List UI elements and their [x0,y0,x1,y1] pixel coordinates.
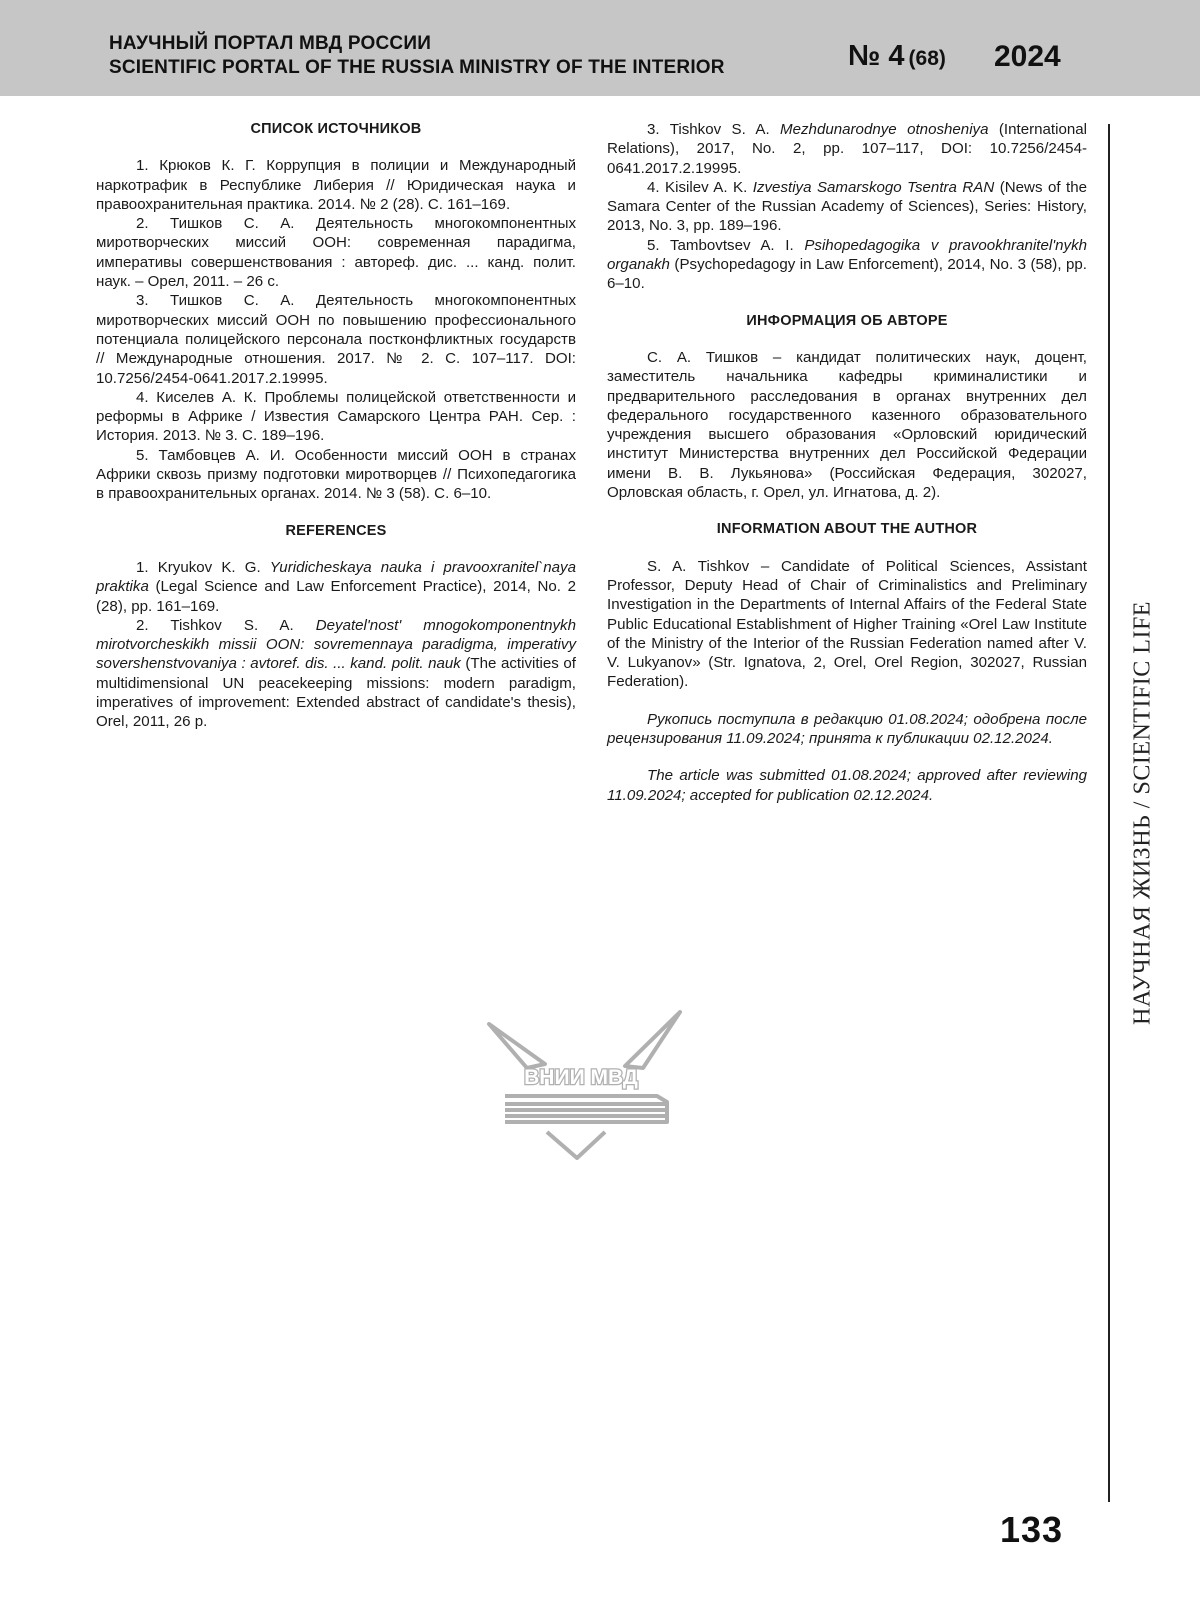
source-item: 3. Тишков С. А. Деятельность многокомпонентных миротворческих миссий ООН по повышению профессионального потенциала полицейского персонала постконфликтных государств // Международные отношения. 2017. № 2. С. 107–117. DOI: 10.7256/2454-0641.2017.2.19995. [96,292,576,387]
references-heading: REFERENCES [285,522,387,539]
reference-item: 2. Tishkov S. A. Deyatel'nost' mnogokomponentnykh mirotvorcheskikh missii OON: sovremennaya paradigma, imperativy sovershenstvovaniya : avtoref. dis. ... kand. polit. nauk (The activities of multidimensional UN peacekeeping missions: modern paradigm, imperatives of improvement: Extended abstract of candidate's thesis), Orel, 2011, 26 p. [96,616,576,731]
left-column [96,120,576,732]
svg-text:ВНИИ МВД: ВНИИ МВД [524,1066,638,1089]
reference-item: 3. Tishkov S. A. Mezhdunarodnye otnosheniya (International Relations), 2017, No. 2, pp. 107–117, DOI: 10.7256/2454-0641.2017.2.19995. [607,121,1088,177]
issue-year: 2024 [994,40,1061,73]
reference-item: 5. Tambovtsev A. I. Psihopedagogika v pravookhranitel'nykh organakh (Psychopedagogy in Law Enforcement), 2014, No. 3 (58), pp. 6–10. [607,236,1088,293]
issue-number: № 4 [848,40,905,72]
source-item: 2. Тишков С. А. Деятельность многокомпонентных миротворческих миссий ООН: современная парадигма, императивы совершенствования : автореф. дис. ... канд. полит. наук. – Орел, 2011. – 26 с. [96,215,576,291]
page-number: 133 [1000,1509,1064,1550]
author-info-heading-ru: ИНФОРМАЦИЯ ОБ АВТОРЕ [746,312,948,329]
journal-header [0,0,1200,96]
submission-dates-en: The article was submitted 01.08.2024; approved after reviewing 11.09.2024; accepted for publication 02.12.2024. [607,767,1087,804]
author-info-ru: С. А. Тишков – кандидат политических наук, доцент, заместитель начальника кафедры криминалистики и предварительного расследования в органах внутренних дел федерального государственного казенного образовательного учреждения высшего образования «Орловский юридический институт Министерства внутренних дел Российской Федерации имени В. В. Лукьянова» (Российская Федерация, 302027, Орловская область, г. Орел, ул. Игнатова, д. 2). [607,348,1087,502]
journal-title-en: SCIENTIFIC PORTAL OF THE RUSSIA MINISTRY OF THE INTERIOR [109,57,725,78]
right-column [607,120,1087,805]
issue-label [848,40,946,73]
source-item: 1. Крюков К. Г. Коррупция в полиции и Международный наркотрафик в Республике Либерия // Юридическая наука и правоохранительная практика. 2014. № 2 (28). С. 161–169. [96,157,576,213]
section-divider-line [1108,124,1110,1502]
submission-dates-ru: Рукопись поступила в редакцию 01.08.2024; одобрена после рецензирования 11.09.2024; принята к публикации 02.12.2024. [607,710,1087,748]
author-info-heading-en: INFORMATION ABOUT THE AUTHOR [716,521,978,538]
section-side-label: НАУЧНАЯ ЖИЗНЬ / SCIENTIFIC LIFE [1129,600,1156,1025]
reference-item: 1. Kryukov K. G. Yuridicheskaya nauka i pravooxranitel`naya praktika (Legal Science and Law Enforcement Practice), 2014, No. 2 (28), pp. 161–169. [96,558,576,615]
reference-item: 4. Kisilev A. K. Izvestiya Samarskogo Tsentra RAN (News of the Samara Center of the Russian Academy of Sciences), Series: History, 2013, No. 3, pp. 189–196. [607,178,1088,235]
source-item: 4. Киселев А. К. Проблемы полицейской ответственности и реформы в Африке / Известия Самарского Центра РАН. Сер. : История. 2013. № 3. С. 189–196. [96,388,576,445]
journal-title-ru: НАУЧНЫЙ ПОРТАЛ МВД РОССИИ [109,33,432,54]
source-item: 5. Тамбовцев А. И. Особенности миссий ООН в странах Африки сквозь призму подготовки миротворцев // Психопедагогика в правоохранительных органах. 2014. № 3 (58). С. 6–10. [96,446,576,503]
issue-total: (68) [908,47,946,70]
author-info-en: S. A. Tishkov – Candidate of Political Sciences, Assistant Professor, Deputy Head of Chair of Criminalistics and Preliminary Investigation in the Departments of Internal Affairs of the Federal State Public Educational Establishment of Higher Training «Orel Law Institute of the Ministry of the Interior of the Russian Federation named after V. V. Lukyanov» (Str. Ignatova, 2, Orel, Orel Region, 302027, Russian Federation). [607,557,1087,691]
vnii-mvd-watermark-logo [485,1010,690,1170]
sources-heading: СПИСОК ИСТОЧНИКОВ [250,121,422,137]
